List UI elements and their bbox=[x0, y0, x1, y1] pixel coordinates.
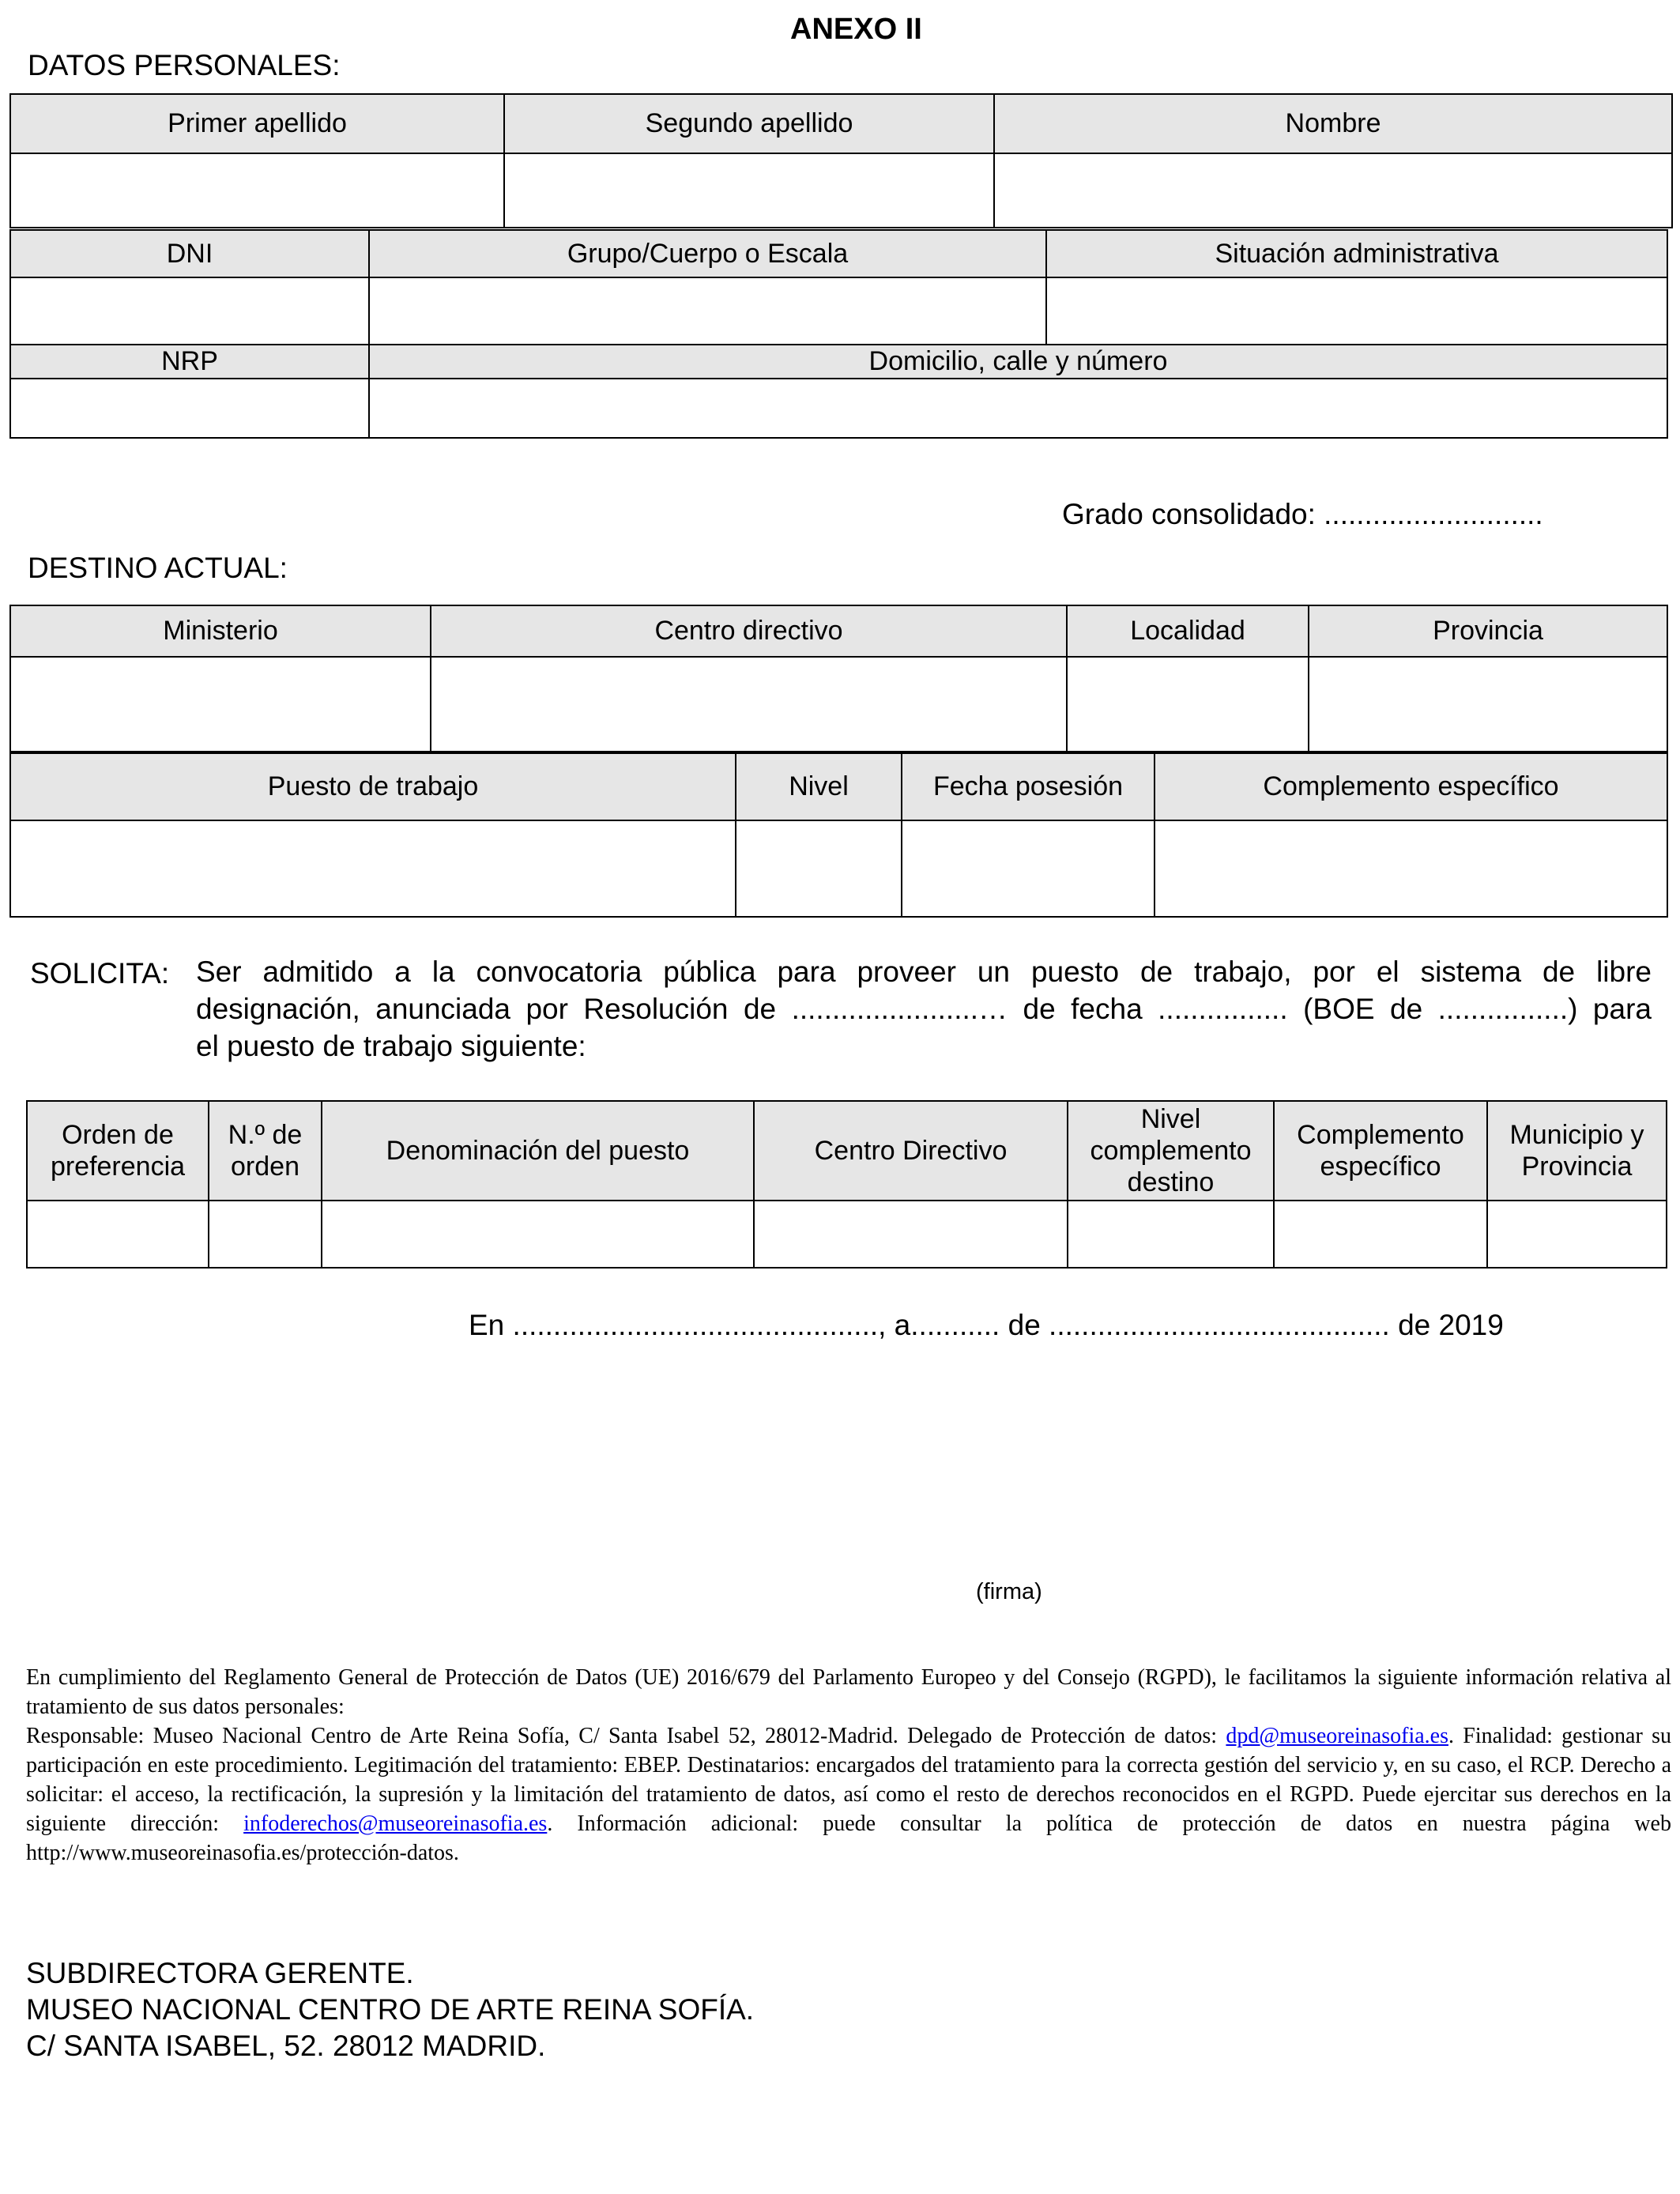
header-segundo-apellido: Segundo apellido bbox=[504, 94, 994, 153]
legal-paragraph-1: En cumplimiento del Reglamento General de Protección de Datos (UE) 2016/679 del Parlamento Europeo y del Consejo (RGPD), le facilitamos la siguiente información relativa al tratamiento de sus datos personales: bbox=[26, 1665, 1671, 1719]
field-centro-directivo-puesto[interactable] bbox=[754, 1201, 1068, 1268]
header-nrp: NRP bbox=[10, 345, 369, 379]
field-nivel-complemento-destino[interactable] bbox=[1068, 1201, 1274, 1268]
fecha-lugar-line: En ............................................., a........... de .......................................... de 2019 bbox=[469, 1309, 1504, 1341]
grado-consolidado: Grado consolidado: ........................... bbox=[1062, 498, 1543, 530]
field-grupo-cuerpo[interactable] bbox=[369, 277, 1046, 345]
header-orden-preferencia: Orden de preferencia bbox=[27, 1101, 209, 1201]
firma-label: (firma) bbox=[976, 1579, 1042, 1604]
header-grupo-cuerpo: Grupo/Cuerpo o Escala bbox=[369, 230, 1046, 277]
dpd-email-link[interactable]: dpd@museoreinasofia.es bbox=[1226, 1724, 1448, 1748]
section-heading-destino-actual: DESTINO ACTUAL: bbox=[28, 552, 288, 584]
header-denominacion-puesto: Denominación del puesto bbox=[322, 1101, 754, 1201]
header-nivel-complemento-destino: Nivel complemento destino bbox=[1068, 1101, 1274, 1201]
field-denominacion-puesto[interactable] bbox=[322, 1201, 754, 1268]
field-ministerio[interactable] bbox=[10, 657, 431, 752]
field-situacion-administrativa[interactable] bbox=[1046, 277, 1667, 345]
datos-personales-table bbox=[9, 93, 1673, 228]
legal-notice bbox=[26, 1663, 1671, 1868]
header-municipio-provincia: Municipio y Provincia bbox=[1487, 1101, 1667, 1201]
header-fecha-posesion: Fecha posesión bbox=[902, 753, 1155, 820]
datos-personales-table-2 bbox=[9, 229, 1668, 345]
address-line-2: MUSEO NACIONAL CENTRO DE ARTE REINA SOFÍA. bbox=[26, 1993, 755, 2026]
field-centro-directivo[interactable] bbox=[431, 657, 1067, 752]
field-localidad[interactable] bbox=[1067, 657, 1309, 752]
field-numero-orden[interactable] bbox=[209, 1201, 322, 1268]
header-situacion-administrativa: Situación administrativa bbox=[1046, 230, 1667, 277]
page-title: ANEXO II bbox=[790, 13, 922, 46]
field-segundo-apellido[interactable] bbox=[504, 153, 994, 228]
field-provincia[interactable] bbox=[1309, 657, 1667, 752]
legal-finalidad-text: . Finalidad: gestionar su participación en este procedimiento. Legitimación del tratamiento: EBEP. Destinatarios: encargados del tratamiento para la correcta gestión del servicio y, en su caso, el RCP. Derecho a solicitar: el acceso, la rectificación, la supresión y la limitación del tratamiento de datos, así como el resto de derechos reconocidos en el RGPD. Puede ejercitar sus derechos en la siguiente dirección: bbox=[26, 1724, 1671, 1836]
field-fecha-posesion[interactable] bbox=[902, 820, 1155, 917]
header-primer-apellido: Primer apellido bbox=[10, 94, 504, 153]
solicita-label: SOLICITA: bbox=[30, 957, 170, 990]
field-nombre[interactable] bbox=[994, 153, 1672, 228]
section-heading-datos-personales: DATOS PERSONALES: bbox=[28, 49, 341, 81]
field-primer-apellido[interactable] bbox=[10, 153, 504, 228]
field-nrp[interactable] bbox=[10, 379, 369, 438]
field-orden-preferencia[interactable] bbox=[27, 1201, 209, 1268]
address-line-1: SUBDIRECTORA GERENTE. bbox=[26, 1957, 414, 1989]
field-nivel[interactable] bbox=[736, 820, 902, 917]
field-municipio-provincia[interactable] bbox=[1487, 1201, 1667, 1268]
solicita-line-2: designación, anunciada por Resolución de .......................… de fecha ................ (BOE de ................) para bbox=[196, 993, 1652, 1025]
header-provincia: Provincia bbox=[1309, 605, 1667, 657]
address-line-3: C/ SANTA ISABEL, 52. 28012 MADRID. bbox=[26, 2030, 546, 2062]
legal-informacion-adicional-text: . Información adicional: puede consultar la política de protección de datos en nuestra página web http://www.museoreinasofia.es/protección-datos. bbox=[26, 1811, 1671, 1865]
header-complemento-especifico: Complemento específico bbox=[1155, 753, 1667, 820]
puestos-solicitados-table bbox=[26, 1100, 1667, 1269]
header-centro-directivo: Centro directivo bbox=[431, 605, 1067, 657]
header-ministerio: Ministerio bbox=[10, 605, 431, 657]
destino-actual-table-2 bbox=[9, 752, 1668, 918]
header-numero-orden: N.º de orden bbox=[209, 1101, 322, 1201]
header-domicilio: Domicilio, calle y número bbox=[369, 345, 1667, 379]
infoderechos-email-link[interactable]: infoderechos@museoreinasofia.es bbox=[243, 1811, 548, 1836]
solicita-line-1: Ser admitido a la convocatoria pública para proveer un puesto de trabajo, por el sistema de libre bbox=[196, 956, 1652, 988]
header-centro-directivo-puesto: Centro Directivo bbox=[754, 1101, 1068, 1201]
header-localidad: Localidad bbox=[1067, 605, 1309, 657]
datos-personales-table-3 bbox=[9, 344, 1668, 439]
field-complemento-especifico[interactable] bbox=[1155, 820, 1667, 917]
address-block bbox=[26, 1955, 754, 2064]
header-nombre: Nombre bbox=[994, 94, 1672, 153]
header-dni: DNI bbox=[10, 230, 369, 277]
header-complemento-especifico-puesto: Complemento específico bbox=[1274, 1101, 1487, 1201]
legal-paragraph-2 bbox=[26, 1721, 1671, 1868]
solicita-line-3: el puesto de trabajo siguiente: bbox=[196, 1030, 586, 1062]
header-puesto-de-trabajo: Puesto de trabajo bbox=[10, 753, 736, 820]
field-complemento-especifico-puesto[interactable] bbox=[1274, 1201, 1487, 1268]
legal-responsable-text: Responsable: Museo Nacional Centro de Arte Reina Sofía, C/ Santa Isabel 52, 28012-Madrid. Delegado de Protección de datos: bbox=[26, 1724, 1226, 1748]
field-domicilio[interactable] bbox=[369, 379, 1667, 438]
field-puesto-de-trabajo[interactable] bbox=[10, 820, 736, 917]
header-nivel: Nivel bbox=[736, 753, 902, 820]
field-dni[interactable] bbox=[10, 277, 369, 345]
destino-actual-table bbox=[9, 605, 1668, 752]
